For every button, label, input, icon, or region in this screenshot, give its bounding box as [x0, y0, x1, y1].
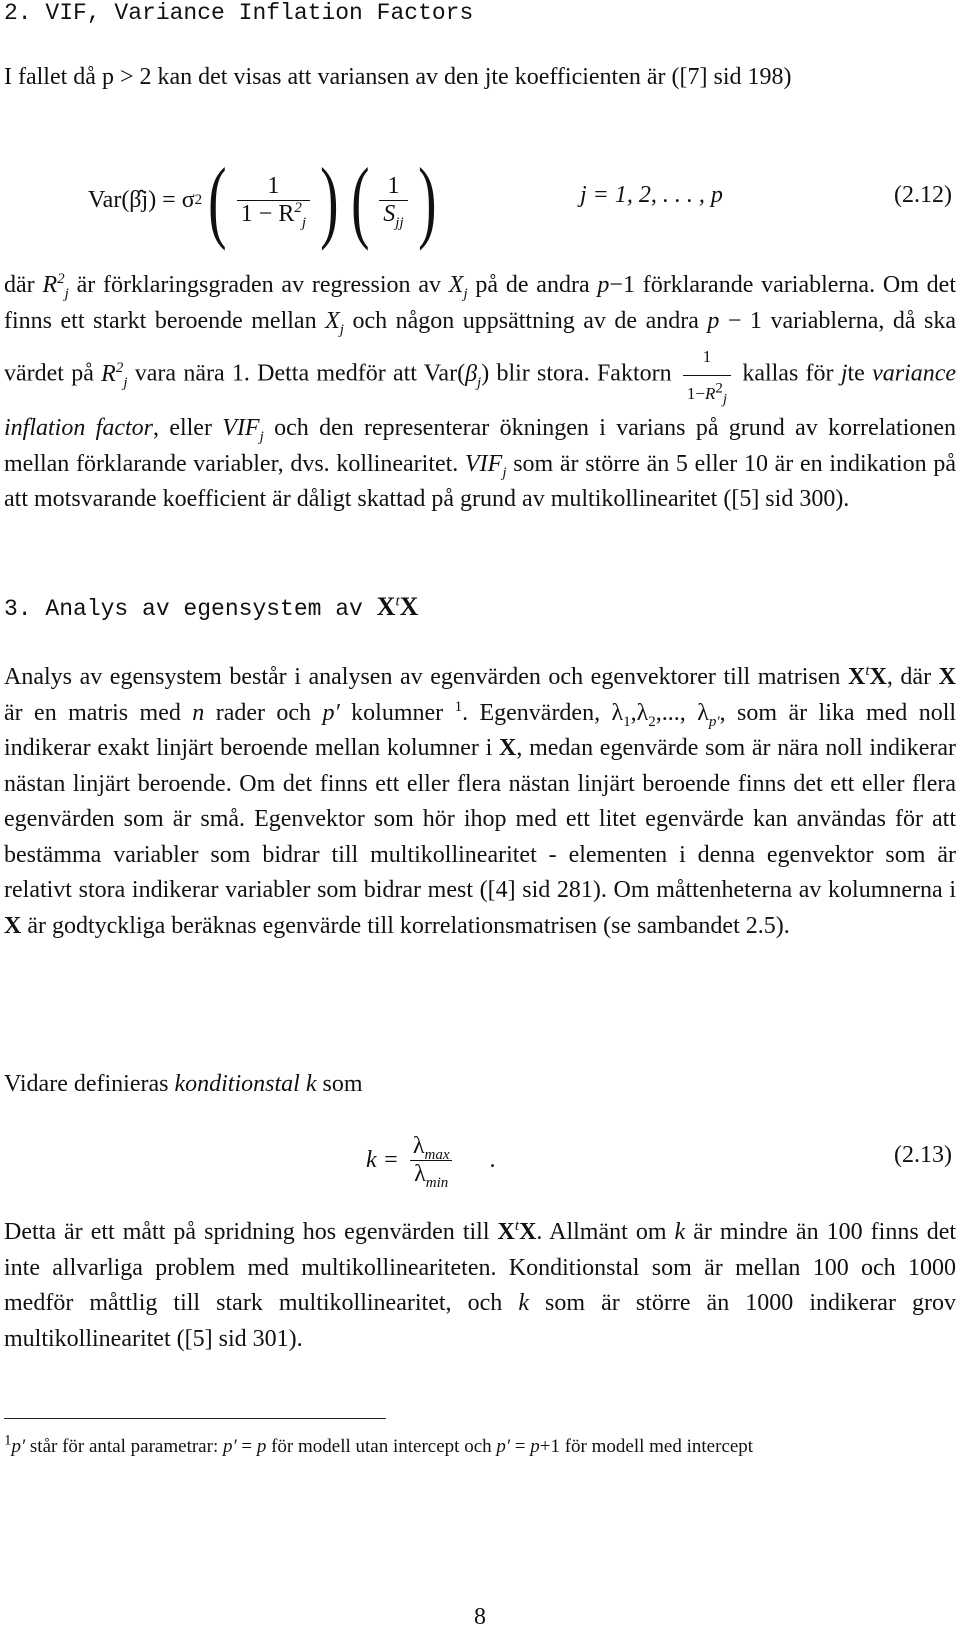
footnote-rule	[4, 1418, 386, 1419]
intro-paragraph: I fallet då p > 2 kan det visas att variansen av den jte koefficienten är ([7] sid 198)	[4, 64, 792, 90]
fraction-lambda-max-min: $\frac{\lambda_{max}}{\lambda_{min}}$	[409, 1133, 454, 1188]
condition-number-intro: Vidare definieras konditionstal k som	[4, 1071, 363, 1097]
equation-index-range: j = 1, 2, . . . , p	[580, 182, 723, 208]
vif-paragraph: där $R^2_j$ är förklaringsgraden av regression av $X_j$ på de andra p−1 förklarande variablerna. Om det finns ett starkt beroende mellan $X_j$ och någon uppsättning av de andra p − 1 variablerna, då ska värdet på $R^2_j$ vara nära 1. Detta medför att $Var(\beta_j)$ blir stora. Faktorn $\frac{1}{1-R^2_j}$ kallas för jte variance inflation factor, eller $VIF_j$ och den representerar ökningen i varians på grund av korrelationen mellan förklarande variabler, dvs. kollinearitet. $VIF_j$ som är större än 5 eller 10 är en indikation på att motsvarande koefficient är dåligt skattad på grund av multikollinearitet ([5] sid 300).	[4, 271, 957, 512]
section-heading-vif: 2. VIF, Variance Inflation Factors	[4, 0, 474, 26]
fraction-one-minus-r2: $\frac{1}{1 - R^2_j}$	[237, 173, 310, 228]
page-number: 8	[474, 1604, 486, 1630]
fraction-vif-factor: $\frac{1}{1-R^2_j}$	[683, 339, 731, 411]
section-heading-eigensystem: 3. Analys av egensystem av $X^tX$	[4, 592, 419, 622]
equation-number-2-13: (2.13)	[894, 1142, 952, 1168]
equation-2-13: k = $\frac{\lambda_{max}}{\lambda_{min}}$ . (2.13)	[366, 1132, 952, 1191]
condition-number-paragraph: Detta är ett mått på spridning hos egenvärden till $X^tX$. Allmänt om k är mindre än 100 finns det inte allvarliga problem med multikollineariteten. Konditionstal som är mellan 100 och 1000 medför måttlig till stark multikollinearitet, och k som är större än 1000 indikerar grov multikollinearitet ([5] sid 301).	[4, 1218, 957, 1352]
fraction-one-over-sjj: $\frac{1}{S_{jj}}$	[379, 173, 407, 228]
equation-number-2-12: (2.12)	[894, 182, 952, 208]
equation-2-12: Var(β̂j) = σ 2 ( $\frac{1}{1 - R^2_j}$ ) ( $\frac{1}{S_{jj}}$ ) j = 1, 2, . . . , p (2.12)	[88, 149, 952, 251]
footnote: $^1$p′ står för antal parametrar: p′ = p för modell utan intercept och p′ = p+1 för modell med intercept	[4, 1432, 754, 1457]
equation-lhs: Var(β̂j) = σ	[88, 186, 195, 213]
eigensystem-paragraph: Analys av egensystem består i analysen av egenvärden och egenvektorer till matrisen $X^tX$, där X är en matris med n rader och p′ kolumner $^1$. Egenvärden, $\lambda_1,\lambda_2$,..., $\lambda_{p'}$, som är lika med noll indikerar exakt linjärt beroende mellan kolumner i X, medan egenvärde som är nära noll indikerar nästan linjärt beroende. Om det finns ett eller flera nästan linjärt beroende finns det ett eller flera egenvärden som är små. Egenvektor som hör ihop med ett litet egenvärde kan användas för att bestämma variabler som bidrar till multikollinearitet - elementen i denna egenvektor som är relativt stora indikerar variabler som bidrar mest ([4] sid 281). Om måttenheterna av kolumnerna i X är godtyckliga beräknas egenvärde till korrelationsmatrisen (se sambandet 2.5).	[4, 663, 957, 939]
